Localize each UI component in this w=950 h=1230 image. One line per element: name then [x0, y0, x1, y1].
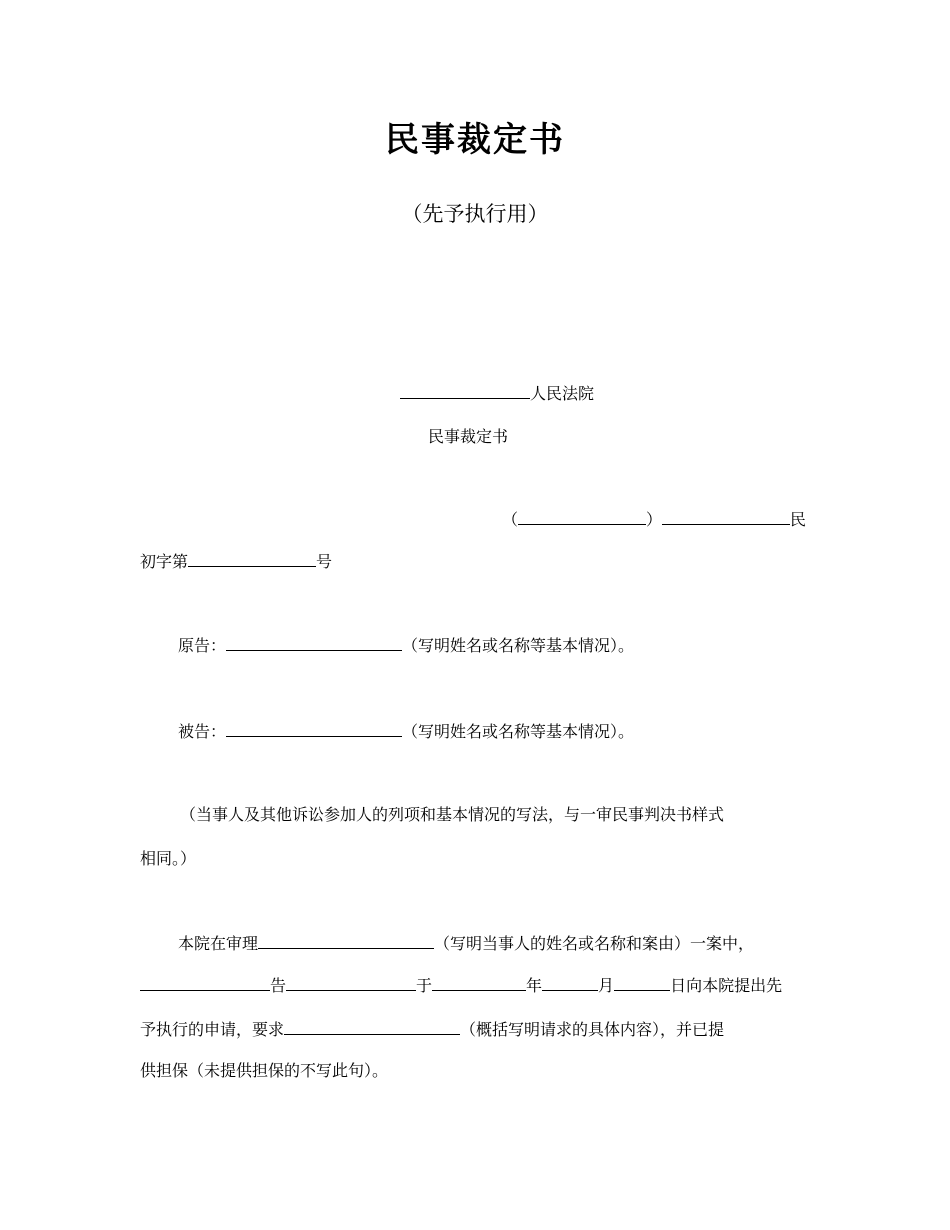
court-name-line: 人民法院	[400, 382, 594, 405]
case-year-blank[interactable]	[518, 508, 646, 525]
plaintiff-blank[interactable]	[226, 634, 402, 651]
parties-note-line-2: 相同。）	[140, 849, 197, 868]
applicant-name-blank[interactable]	[286, 974, 416, 991]
body-line-4: 供担保（未提供担保的不写此句）。	[140, 1061, 389, 1080]
plaintiff-line: 原告： （写明姓名或名称等基本情况）。	[178, 636, 635, 655]
case-serial-blank[interactable]	[188, 550, 316, 567]
month-blank[interactable]	[542, 974, 598, 991]
case-number-line-2: 初字第 号	[140, 552, 333, 571]
day-blank[interactable]	[614, 974, 670, 991]
defendant-line: 被告： （写明姓名或名称等基本情况）。	[178, 722, 635, 741]
year-blank[interactable]	[432, 974, 526, 991]
doc-heading: 民事裁定书	[428, 427, 509, 446]
page-subtitle: （先予执行用）	[401, 202, 549, 226]
request-content-blank[interactable]	[284, 1018, 460, 1035]
applicant-role-blank[interactable]	[140, 974, 270, 991]
body-line-3: 予执行的申请，要求 （概括写明请求的具体内容），并已提	[140, 1020, 725, 1039]
body-line-2: 告 于 年 月 日向本院提出先	[140, 974, 782, 997]
page-title: 民事裁定书	[385, 120, 565, 160]
parties-note-line-1: （当事人及其他诉讼参加人的列项和基本情况的写法，与一审民事判决书样式	[180, 805, 725, 824]
defendant-blank[interactable]	[226, 720, 402, 737]
case-court-code-blank[interactable]	[662, 508, 790, 525]
court-name-blank[interactable]	[400, 382, 530, 399]
case-number-line: （ ） 民	[502, 510, 807, 529]
body-line-1: 本院在审理 （写明当事人的姓名或名称和案由）一案中，	[178, 934, 755, 953]
parties-and-cause-blank[interactable]	[258, 932, 434, 949]
